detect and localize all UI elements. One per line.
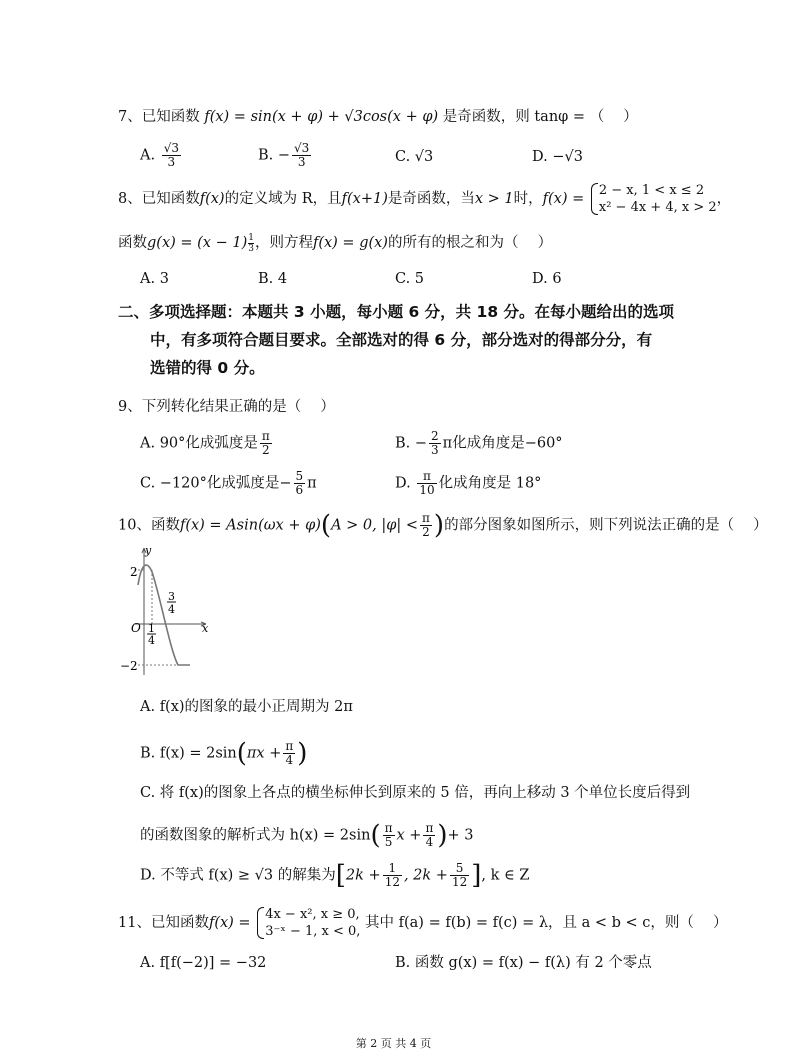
q8-option-b: B. 4 <box>258 271 288 287</box>
q9-option-b: B. − $\frac{2}{3}$ π化成角度是−60° <box>395 429 563 457</box>
section-2-line2: 中，有多项符合题目要求。全部选对的得 6 分，部分选对的得部分分，有 <box>150 331 653 349</box>
origin-label: O <box>131 621 141 635</box>
x-tick-three-quarter-num: 3 <box>168 590 175 603</box>
q7-function: f(x) = sin(x + φ) + √3cos(x + φ) <box>204 109 439 125</box>
y-min-label: −2 <box>120 659 138 673</box>
x-axis-label: x <box>202 622 209 635</box>
q10-graph <box>118 540 218 680</box>
q7-option-a: A. $\frac{√3}{3}$ <box>140 141 179 169</box>
q10-option-b: B. f(x) = 2sin(πx + $\frac{\pi}{4}$ ) <box>140 738 308 769</box>
q10-option-c-line1: C. 将 f(x)的图象上各点的横坐标伸长到原来的 5 倍，再向上移动 3 个单位长度后得到 <box>140 785 691 801</box>
question-8-line1: 8、已知函数f(x)的定义域为 R，且f(x+1)是奇函数，当x > 1时，f(x) = 2 − x, 1 < x ≤ 2 x² − 4x + 4, x > 2 ， <box>118 183 732 215</box>
section-2-line3: 选错的得 0 分。 <box>150 359 265 377</box>
q11-piecewise: 4x − x², x ≥ 0, 3⁻ˣ − 1, x < 0, <box>255 906 360 940</box>
x-tick-quarter-num: 1 <box>148 622 155 635</box>
question-7-stem: 7、已知函数 f(x) = sin(x + φ) + √3cos(x + φ) 是奇函数，则 tanφ = （ ） <box>118 109 638 125</box>
q8-piecewise: 2 − x, 1 < x ≤ 2 x² − 4x + 4, x > 2 <box>589 182 717 216</box>
q9-option-a: A. 90°化成弧度是 $\frac{\pi}{2}$ <box>140 429 270 457</box>
section-2-heading: 二、多项选择题：本题共 3 小题，每小题 6 分，共 18 分。在每小题给出的选项 <box>118 303 675 321</box>
x-tick-quarter-den: 4 <box>148 634 155 647</box>
q11-option-a: A. f[f(−2)] = −32 <box>140 955 267 971</box>
q10-option-c-line2: 的函数图象的解析式为 h(x) = 2sin( $\frac{\pi}{5}$ x + $\frac{\pi}{4}$ )+ 3 <box>140 820 474 851</box>
q7-option-d: D. −√3 <box>532 149 583 165</box>
q7-option-c: C. √3 <box>395 149 434 165</box>
q10-option-a: A. f(x)的图象的最小正周期为 2π <box>140 699 353 715</box>
y-max-label: 2 <box>130 565 138 579</box>
q7-option-b: B. − $\frac{√3}{3}$ <box>258 141 310 169</box>
question-8-line2: 函数g(x) = (x − 1) $\frac{1}{3}$，则方程f(x) = g(x)的所有的根之和为（ ） <box>118 232 553 254</box>
q9-option-c: C. −120°化成弧度是− $\frac{5}{6}$ π <box>140 469 317 497</box>
question-10-stem: 10、函数f(x) = Asin(ωx + φ)(A > 0, |φ| < $\frac{\pi}{2}$ )的部分图象如图所示，则下列说法正确的是（ ） <box>118 510 768 541</box>
q10-option-d: D. 不等式 f(x) ≥ √3 的解集为[2k + $\frac{1}{12}$ , 2k + $\frac{5}{12}$ ], k ∈ Z <box>140 860 530 891</box>
y-axis-label: y <box>145 544 152 557</box>
question-11-stem: 11、已知函数f(x) = 4x − x², x ≥ 0, 3⁻ˣ − 1, x < 0, 其中 f(a) = f(b) = f(c) = λ，且 a < b < c，则（ ） <box>118 907 728 939</box>
q8-option-c: C. 5 <box>395 271 425 287</box>
sine-curve <box>138 565 190 665</box>
q9-option-d: D. $\frac{\pi}{10}$ 化成角度是 18° <box>395 469 542 497</box>
x-tick-three-quarter-den: 4 <box>168 603 175 616</box>
q8-option-d: D. 6 <box>532 271 562 287</box>
q11-option-b: B. 函数 g(x) = f(x) − f(λ) 有 2 个零点 <box>395 955 652 971</box>
q8-option-a: A. 3 <box>140 271 169 287</box>
question-9-stem: 9、下列转化结果正确的是（ ） <box>118 399 335 415</box>
page-footer: 第 2 页 共 4 页 <box>355 1037 432 1050</box>
